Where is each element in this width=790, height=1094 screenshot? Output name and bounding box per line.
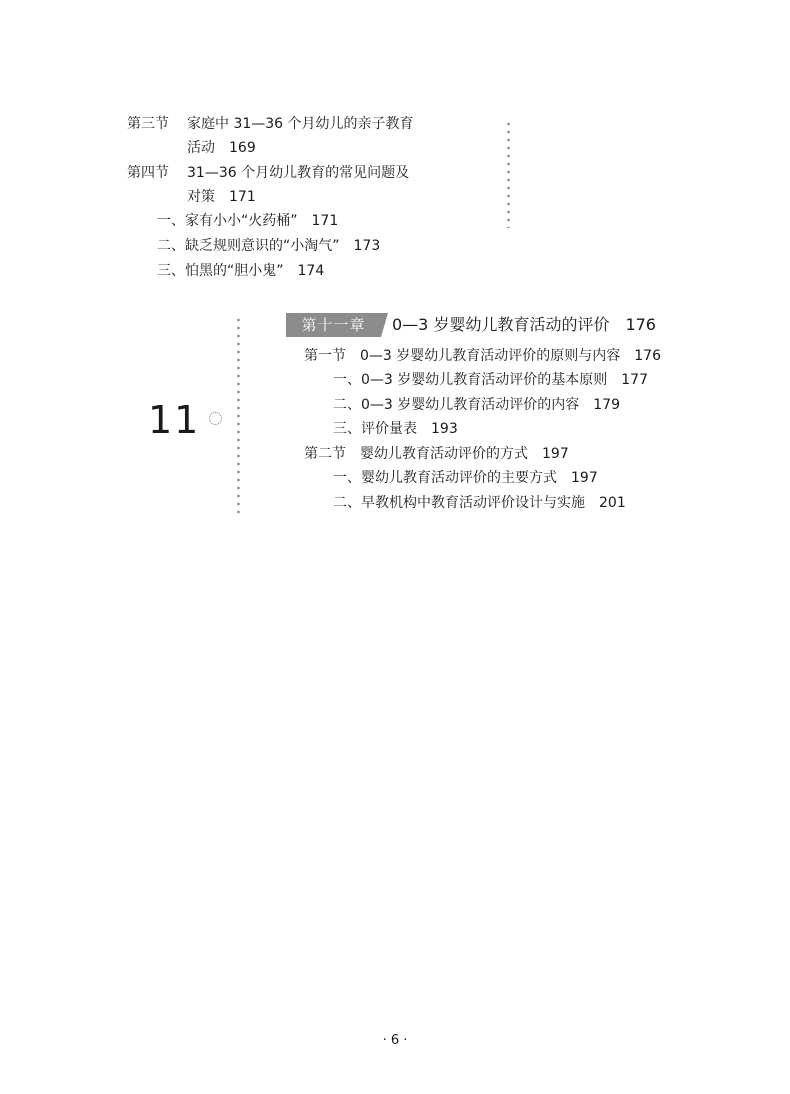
toc-entry[interactable]: 二、0—3 岁婴幼儿教育活动评价的内容 179: [333, 397, 620, 413]
toc-entry[interactable]: 对策 171: [187, 189, 256, 205]
toc-entry[interactable]: 家庭中 31—36 个月幼儿的亲子教育: [187, 116, 414, 132]
chapter-label: 第十一章: [301, 316, 366, 334]
toc-entry[interactable]: 一、婴幼儿教育活动评价的主要方式 197: [333, 470, 598, 486]
toc-entry[interactable]: 一、家有小小“火药桶” 171: [157, 213, 339, 229]
toc-entry[interactable]: 活动 169: [187, 140, 256, 156]
toc-entry[interactable]: 一、0—3 岁婴幼儿教育活动评价的基本原则 177: [333, 372, 648, 388]
page-number: · 6 ·: [382, 1033, 408, 1048]
toc-entry[interactable]: 31—36 个月幼儿教育的常见问题及: [187, 165, 410, 181]
toc-entry[interactable]: 三、怕黑的“胆小鬼” 174: [157, 263, 325, 279]
toc-section-label: 第三节: [127, 116, 169, 132]
chapter-number: 11: [148, 398, 201, 442]
toc-section-label: 第四节: [127, 165, 169, 181]
toc-entry[interactable]: 二、缺乏规则意识的“小淘气” 173: [157, 238, 381, 254]
toc-entry[interactable]: 三、评价量表 193: [333, 421, 458, 437]
toc-entry[interactable]: 第二节 婴幼儿教育活动评价的方式 197: [304, 446, 569, 462]
chapter-label-badge: [286, 313, 381, 337]
ring-icon: [209, 412, 222, 425]
toc-entry[interactable]: 二、早教机构中教育活动评价设计与实施 201: [333, 495, 626, 511]
toc-entry[interactable]: 第一节 0—3 岁婴幼儿教育活动评价的原则与内容 176: [304, 348, 661, 364]
dotted-divider: [507, 120, 510, 228]
chapter-title[interactable]: 0—3 岁婴幼儿教育活动的评价 176: [392, 315, 656, 334]
dotted-divider: [237, 316, 240, 518]
